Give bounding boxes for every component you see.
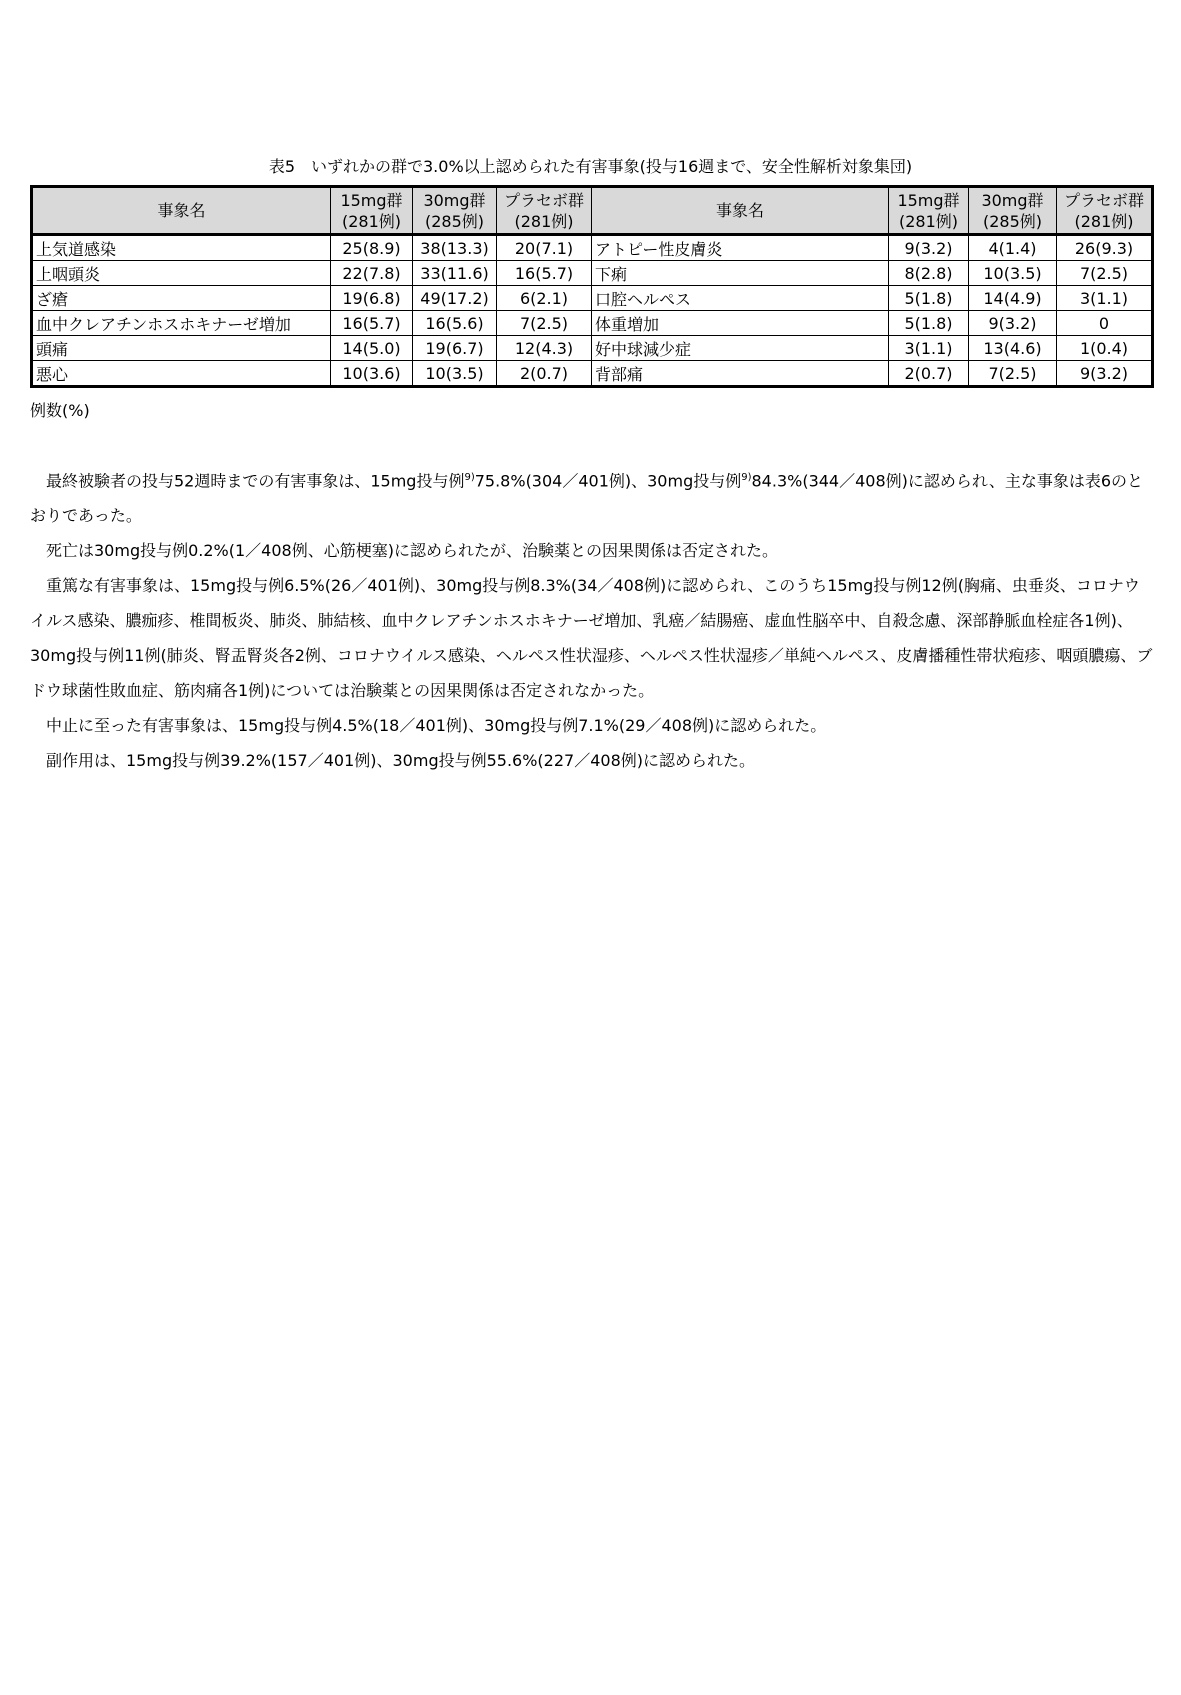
- event-name-cell: 上気道感染: [32, 235, 331, 261]
- count-cell: 7(2.5): [497, 311, 592, 336]
- count-cell: 33(11.6): [413, 261, 497, 286]
- event-name-cell: アトピー性皮膚炎: [592, 235, 889, 261]
- event-name-cell: 血中クレアチンホスホキナーゼ増加: [32, 311, 331, 336]
- count-cell: 7(2.5): [1057, 261, 1153, 286]
- table-row: [32, 235, 1153, 261]
- table-row: [32, 261, 1153, 286]
- event-name-cell: 上咽頭炎: [32, 261, 331, 286]
- table-row: [32, 286, 1153, 311]
- count-cell: 14(5.0): [331, 336, 413, 361]
- count-cell: 3(1.1): [1057, 286, 1153, 311]
- count-cell: 19(6.7): [413, 336, 497, 361]
- count-cell: 4(1.4): [969, 235, 1057, 261]
- count-cell: 10(3.5): [413, 361, 497, 387]
- header-event: 事象名: [32, 187, 331, 235]
- count-cell: 2(0.7): [889, 361, 969, 387]
- count-cell: 38(13.3): [413, 235, 497, 261]
- count-cell: 10(3.5): [969, 261, 1057, 286]
- paragraph-death: 死亡は30mg投与例0.2%(1／408例、心筋梗塞)に認められたが、治験薬との因果関係は否定された。: [46, 541, 778, 561]
- count-cell: 10(3.6): [331, 361, 413, 387]
- count-cell: 16(5.6): [413, 311, 497, 336]
- count-cell: 7(2.5): [969, 361, 1057, 387]
- event-name-cell: 背部痛: [592, 361, 889, 387]
- count-cell: 22(7.8): [331, 261, 413, 286]
- count-cell: 1(0.4): [1057, 336, 1153, 361]
- table-row: [32, 311, 1153, 336]
- count-cell: 6(2.1): [497, 286, 592, 311]
- count-cell: 3(1.1): [889, 336, 969, 361]
- table-caption: 表5 いずれかの群で3.0%以上認められた有害事象(投与16週まで、安全性解析対象集団): [268, 157, 913, 176]
- event-name-cell: 下痢: [592, 261, 889, 286]
- count-cell: 8(2.8): [889, 261, 969, 286]
- event-name-cell: 悪心: [32, 361, 331, 387]
- count-cell: 26(9.3): [1057, 235, 1153, 261]
- table-row: [32, 361, 1153, 387]
- event-name-cell: 体重増加: [592, 311, 889, 336]
- paragraph-ae-52w: 最終被験者の投与52週時までの有害事象は、15mg投与例$^{9)}$75.8%(304／401例)、30mg投与例$^{9)}$84.3%(344／408例)に認められ、主な事象は表6のとおりであった。: [30, 471, 1144, 526]
- count-cell: 14(4.9): [969, 286, 1057, 311]
- header-placebo-2: プラセボ群 (281例): [1057, 187, 1153, 235]
- count-cell: 16(5.7): [331, 311, 413, 336]
- paragraph-serious-ae: 重篤な有害事象は、15mg投与例6.5%(26／401例)、30mg投与例8.3%(34／408例)に認められ、このうち15mg投与例12例(胸痛、虫垂炎、コロナウイルス感染、膿痂疹、椎間板炎、肺炎、肺結核、血中クレアチンホスホキナーゼ増加、乳癌／結腸癌、虚血性脳卒中、自殺念慮、深部静脈血栓症各1例)、30mg投与例11例(肺炎、腎盂腎炎各2例、コロナウイルス感染、ヘルペス性状湿疹、ヘルペス性状湿疹／単純ヘルペス、皮膚播種性帯状疱疹、咽頭膿瘍、ブドウ球菌性敗血症、筋肉痛各1例)については治験薬との因果関係は否定されなかった。: [30, 576, 1153, 701]
- header-30mg-2: 30mg群 (285例): [969, 187, 1057, 235]
- count-cell: 19(6.8): [331, 286, 413, 311]
- paragraph-adverse-reactions: 副作用は、15mg投与例39.2%(157／401例)、30mg投与例55.6%(227／408例)に認められた。: [46, 751, 755, 771]
- count-cell: 25(8.9): [331, 235, 413, 261]
- header-15mg-2: 15mg群 (281例): [889, 187, 969, 235]
- event-name-cell: 好中球減少症: [592, 336, 889, 361]
- table-row: [32, 336, 1153, 361]
- count-cell: 20(7.1): [497, 235, 592, 261]
- paragraph-discontinuation: 中止に至った有害事象は、15mg投与例4.5%(18／401例)、30mg投与例7.1%(29／408例)に認められた。: [46, 716, 827, 736]
- count-cell: 2(0.7): [497, 361, 592, 387]
- header-30mg: 30mg群 (285例): [413, 187, 497, 235]
- header-15mg: 15mg群 (281例): [331, 187, 413, 235]
- reference-9: 9): [741, 472, 752, 483]
- table-note: 例数(%): [30, 401, 90, 420]
- adverse-events-table: [30, 185, 1154, 388]
- count-cell: 16(5.7): [497, 261, 592, 286]
- count-cell: 5(1.8): [889, 286, 969, 311]
- count-cell: 5(1.8): [889, 311, 969, 336]
- header-placebo: プラセボ群 (281例): [497, 187, 592, 235]
- count-cell: 12(4.3): [497, 336, 592, 361]
- count-cell: 13(4.6): [969, 336, 1057, 361]
- count-cell: 9(3.2): [1057, 361, 1153, 387]
- body-text: [30, 460, 1155, 778]
- reference-9: 9): [464, 472, 475, 483]
- event-name-cell: ざ瘡: [32, 286, 331, 311]
- count-cell: 0: [1057, 311, 1153, 336]
- event-name-cell: 頭痛: [32, 336, 331, 361]
- count-cell: 49(17.2): [413, 286, 497, 311]
- table-header-row: [32, 187, 1153, 235]
- event-name-cell: 口腔ヘルペス: [592, 286, 889, 311]
- count-cell: 9(3.2): [969, 311, 1057, 336]
- header-event-2: 事象名: [592, 187, 889, 235]
- count-cell: 9(3.2): [889, 235, 969, 261]
